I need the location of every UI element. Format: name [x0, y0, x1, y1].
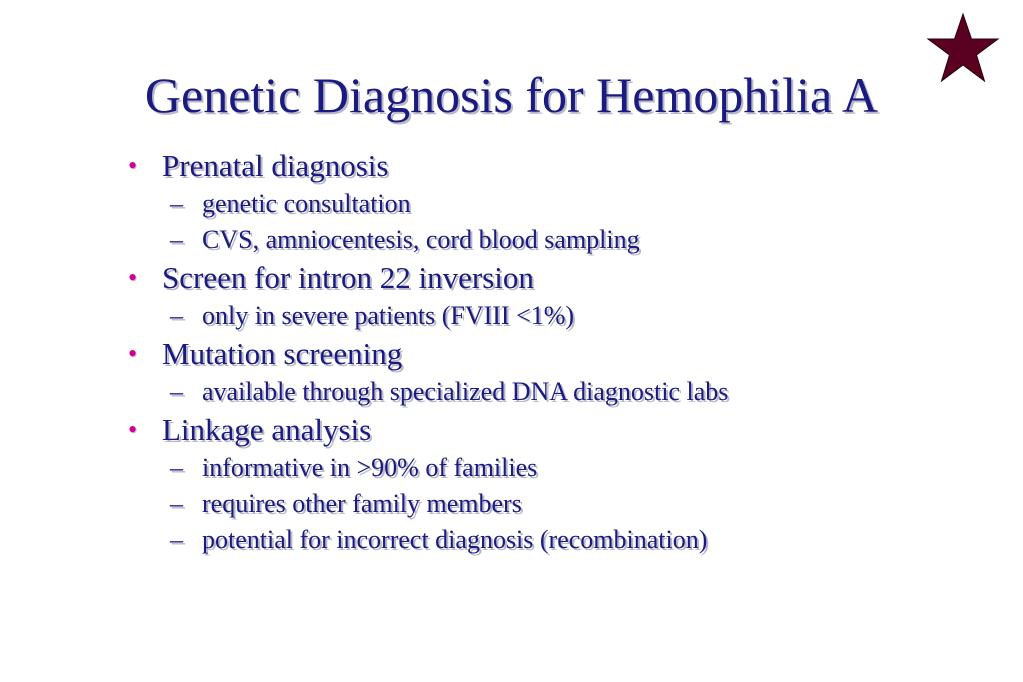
- bullet-heading: Linkage analysis: [162, 412, 372, 447]
- bullet-prenatal-diagnosis: [128, 146, 998, 186]
- dash-marker: –: [170, 225, 183, 254]
- bullet-marker: •: [128, 263, 138, 292]
- sub-bullet-text: only in severe patients (FVIII <1%): [202, 301, 575, 330]
- sub-bullet: [128, 222, 998, 258]
- sub-bullet: [128, 374, 998, 410]
- sub-bullet-text: potential for incorrect diagnosis (recombination): [202, 525, 708, 554]
- sub-bullet-text: available through specialized DNA diagnostic labs: [202, 377, 729, 406]
- bullet-marker: •: [128, 339, 138, 368]
- bullet-marker: •: [128, 415, 138, 444]
- dash-marker: –: [170, 301, 183, 330]
- dash-marker: –: [170, 525, 183, 554]
- sub-bullet: [128, 298, 998, 334]
- bullet-marker: •: [128, 151, 138, 180]
- sub-bullet-text: CVS, amniocentesis, cord blood sampling: [202, 225, 640, 254]
- bullet-linkage-analysis: [128, 410, 998, 450]
- dash-marker: –: [170, 453, 183, 482]
- sub-bullet: [128, 186, 998, 222]
- dash-marker: –: [170, 377, 183, 406]
- sub-bullet-text: genetic consultation: [202, 189, 411, 218]
- bullet-intron-22-screen: [128, 258, 998, 298]
- slide-title: Genetic Diagnosis for Hemophilia A: [144, 67, 879, 123]
- sub-bullet-text: informative in >90% of families: [202, 453, 538, 482]
- sub-bullet: [128, 522, 998, 558]
- sub-bullet: [128, 486, 998, 522]
- dash-marker: –: [170, 489, 183, 518]
- bullet-heading: Screen for intron 22 inversion: [162, 260, 534, 295]
- bullet-mutation-screening: [128, 334, 998, 374]
- bullet-list: [128, 146, 998, 558]
- sub-bullet-text: requires other family members: [202, 489, 522, 518]
- sub-bullet: [128, 450, 998, 486]
- bullet-heading: Mutation screening: [162, 336, 403, 371]
- bullet-heading: Prenatal diagnosis: [162, 148, 389, 183]
- dash-marker: –: [170, 189, 183, 218]
